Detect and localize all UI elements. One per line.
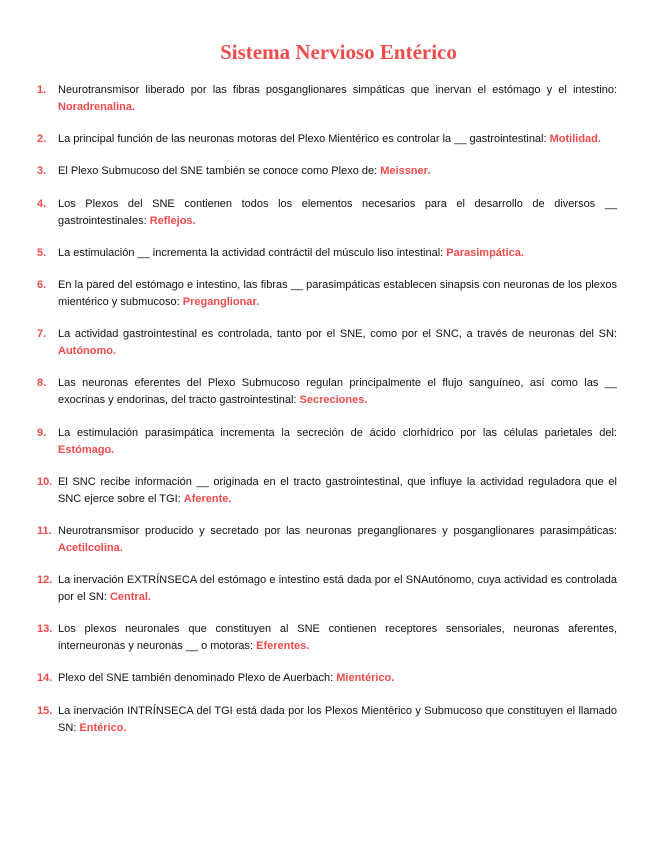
question-answer: Motilidad. <box>549 133 601 146</box>
question-text: La estimulación parasimpática incrementa la secreción de ácido clorhídrico por las células parietales del: <box>58 426 617 439</box>
question-item-4 <box>37 196 617 230</box>
question-number: 2. <box>37 133 47 146</box>
question-text: Las neuronas eferentes del Plexo Submucoso regulan principalmente el flujo sanguíneo, así como las __ exocrinas y endorinas, del tracto gastrointestinal: <box>58 377 617 407</box>
question-text: Los plexos neuronales que constituyen al SNE contienen receptores sensoriales, neuronas aferentes, interneuronas y neuronas __ o motoras: <box>58 623 617 653</box>
question-item-12 <box>37 572 617 606</box>
question-number: 12. <box>37 574 53 587</box>
question-answer: Secreciones. <box>299 394 368 407</box>
question-text: Plexo del SNE también denominado Plexo de Auerbach: <box>58 672 334 685</box>
question-number: 4. <box>37 197 47 210</box>
question-item-9 <box>37 425 617 459</box>
question-item-11 <box>37 523 617 557</box>
question-item-6 <box>37 277 617 311</box>
question-answer: Reflejos. <box>149 214 196 227</box>
question-answer: Estómago. <box>58 443 115 456</box>
question-text: La actividad gastrointestinal es controlada, tanto por el SNE, como por el SNC, a través de neuronas del SN: <box>58 328 617 341</box>
question-answer: Central. <box>109 591 151 604</box>
question-text: Neurotransmisor producido y secretado por las neuronas preganglionares y posganglionares parasimpáticas: <box>58 524 617 537</box>
question-answer: Parasimpática. <box>446 246 524 259</box>
question-answer: Aferente. <box>183 492 232 505</box>
question-list <box>37 82 617 737</box>
question-number: 6. <box>37 278 47 291</box>
question-text: El Plexo Submucoso del SNE también se conoce como Plexo de: <box>58 165 378 178</box>
question-text: La principal función de las neuronas motoras del Plexo Mientérico es controlar la __ gastrointestinal: <box>58 133 547 146</box>
question-item-1 <box>37 82 617 116</box>
page-title: Sistema Nervioso Entérico <box>220 40 457 64</box>
question-item-3 <box>37 163 617 180</box>
question-item-2 <box>37 131 617 148</box>
question-number: 15. <box>37 704 53 717</box>
question-number: 11. <box>37 524 52 537</box>
question-item-13 <box>37 621 617 655</box>
question-number: 1. <box>37 84 47 96</box>
question-answer: Mientérico. <box>336 672 395 685</box>
question-answer: Entérico. <box>79 721 127 734</box>
question-text: La inervación EXTRÍNSECA del estómago e intestino está dada por el SNAutónomo, cuya actividad es controlada por el SN: <box>58 574 617 604</box>
question-item-10 <box>37 474 617 508</box>
question-number: 10. <box>37 475 53 488</box>
question-text: La inervación INTRÍNSECA del TGI está dada por los Plexos Mientérico y Submucoso que constituyen el llamado SN: <box>58 704 617 734</box>
question-number: 7. <box>37 328 47 341</box>
question-answer: Meissner. <box>380 165 431 178</box>
question-item-7 <box>37 326 617 360</box>
question-text: El SNC recibe información __ originada en el tracto gastrointestinal, que influye la actividad reguladora que el SNC ejerce sobre el TGI: <box>58 475 617 505</box>
question-item-5 <box>37 245 617 262</box>
question-number: 13. <box>37 623 53 636</box>
question-number: 8. <box>37 377 47 390</box>
question-answer: Autónomo. <box>58 345 117 358</box>
question-number: 14. <box>37 672 53 685</box>
question-number: 5. <box>37 246 47 259</box>
question-number: 9. <box>37 426 47 439</box>
question-answer: Preganglionar. <box>182 295 260 308</box>
question-answer: Noradrenalina. <box>58 101 136 113</box>
question-item-8 <box>37 375 617 409</box>
question-number: 3. <box>37 165 47 178</box>
question-text: En la pared del estómago e intestino, las fibras __ parasimpáticas establecen sinapsis con neuronas de los plexos mientérico y submucoso: <box>58 278 617 308</box>
question-item-15 <box>37 703 617 737</box>
question-answer: Acetilcolina. <box>58 541 123 554</box>
question-item-14 <box>37 670 617 687</box>
question-text: La estimulación __ incrementa la actividad contráctil del músculo liso intestinal: <box>58 246 444 259</box>
question-text: Los Plexos del SNE contienen todos los elementos necesarios para el desarrollo de diversos __ gastrointestinales: <box>58 197 617 227</box>
question-text: Neurotransmisor liberado por las fibras posganglionares simpáticas que inervan el estómago y el intestino: <box>58 84 617 96</box>
question-answer: Eferentes. <box>256 640 310 653</box>
